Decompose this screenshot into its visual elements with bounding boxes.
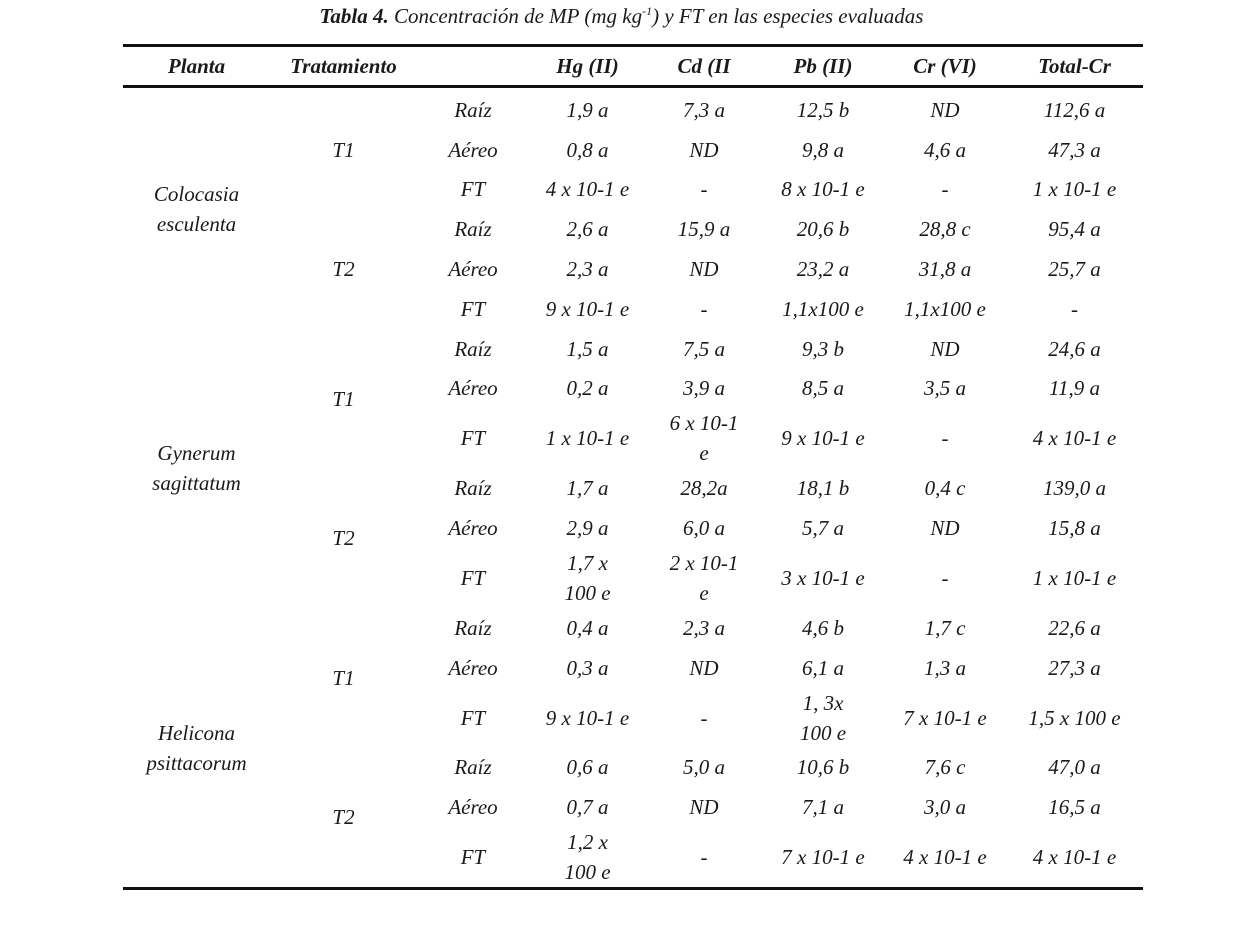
cell-pb: 4,6 b <box>802 615 844 640</box>
cell-hg: 0,3 a <box>566 655 609 680</box>
cell-cr: 31,8 a <box>918 257 972 282</box>
table-body <box>123 87 1143 889</box>
treatment-name: T2 <box>332 805 355 830</box>
cell-hg: 9 x 10-1 e <box>545 705 630 730</box>
cell-part: Aéreo <box>448 795 498 820</box>
data-table <box>123 44 1143 890</box>
cell-total-cr: 22,6 a <box>1048 615 1101 640</box>
cell-cd: - <box>700 177 708 202</box>
cell-cr: 1,1x100 e <box>904 296 986 321</box>
cell-hg: 1,9 a <box>566 97 609 122</box>
cell-total-cr: 4 x 10-1 e <box>1032 845 1117 870</box>
cell-part: Aéreo <box>448 516 498 541</box>
cell-pb: 9,8 a <box>802 137 844 162</box>
cell-hg: 1 x 10-1 e <box>545 426 630 451</box>
cell-total-cr: 1,5 x 100 e <box>1028 705 1121 730</box>
cell-pb: 8 x 10-1 e <box>781 177 865 202</box>
cell-total-cr: 27,3 a <box>1048 655 1101 680</box>
cell-pb: 10,6 b <box>796 755 850 780</box>
cell-hg: 2,6 a <box>566 217 609 242</box>
cell-pb: 18,1 b <box>796 476 850 501</box>
cell-total-cr: - <box>1071 296 1078 321</box>
cell-total-cr: 95,4 a <box>1048 217 1101 242</box>
plant-name <box>123 608 270 889</box>
cell-cd: 5,0 a <box>683 755 725 780</box>
cell-pb: 5,7 a <box>802 516 844 541</box>
cell-pb: 3 x 10-1 e <box>781 565 865 590</box>
plant-name-line: sagittatum <box>152 471 241 496</box>
cell-hg: 2,9 a <box>566 516 609 541</box>
cell-cr: - <box>941 177 949 202</box>
cell-part: Aéreo <box>448 655 498 680</box>
header-part <box>417 46 529 87</box>
cell-total-cr: 1 x 10-1 e <box>1032 565 1117 590</box>
cell-total-cr: 24,6 a <box>1048 336 1101 361</box>
cell-total-cr: 139,0 a <box>1043 476 1106 501</box>
cell-cd: 2 x 10-1 e <box>669 550 739 605</box>
cell-hg: 0,2 a <box>566 376 609 401</box>
cell-total-cr: 4 x 10-1 e <box>1032 426 1117 451</box>
cell-cr: ND <box>930 97 960 122</box>
cell-cr: 1,3 a <box>924 655 966 680</box>
cell-part: Raíz <box>454 755 492 780</box>
treatment-name: T1 <box>332 386 355 411</box>
plant-name-line: Gynerum <box>157 441 236 466</box>
cell-cr: ND <box>930 336 960 361</box>
plant-name-line: psittacorum <box>146 750 247 775</box>
table-row <box>123 87 1143 130</box>
cell-hg: 0,4 a <box>566 615 609 640</box>
cell-cd: 3,9 a <box>683 376 725 401</box>
cell-cr: ND <box>930 516 960 541</box>
cell-cd: - <box>700 845 708 870</box>
cell-cd: - <box>700 296 708 321</box>
cell-cd: 6 x 10-1 e <box>669 411 739 466</box>
cell-total-cr: 47,0 a <box>1048 755 1101 780</box>
table-header <box>123 46 1143 87</box>
cell-hg: 9 x 10-1 e <box>545 296 630 321</box>
cell-hg: 1,7 x 100 e <box>564 550 611 605</box>
header-cd: Cd (II <box>677 53 731 78</box>
header-row <box>123 46 1143 87</box>
cell-pb: 7,1 a <box>802 795 844 820</box>
table-caption <box>0 4 1243 29</box>
cell-cd: 28,2a <box>680 476 728 501</box>
cell-cd: - <box>700 705 708 730</box>
cell-part: Raíz <box>454 336 492 361</box>
cell-hg: 1,7 a <box>566 476 609 501</box>
header-hg: Hg (II) <box>556 53 619 78</box>
header-tratamiento: Tratamiento <box>290 53 397 78</box>
table-row <box>123 209 1143 249</box>
cell-pb: 6,1 a <box>802 655 844 680</box>
cell-cd: 2,3 a <box>683 615 725 640</box>
cell-hg: 1,2 x 100 e <box>564 830 611 885</box>
cell-cd: ND <box>689 655 719 680</box>
cell-total-cr: 11,9 a <box>1049 376 1100 401</box>
cell-pb: 9 x 10-1 e <box>781 426 865 451</box>
cell-cd: 7,3 a <box>683 97 725 122</box>
header-cr: Cr (VI) <box>913 53 977 78</box>
cell-cr: 0,4 c <box>924 476 966 501</box>
plant-name <box>123 87 270 329</box>
cell-hg: 4 x 10-1 e <box>545 177 630 202</box>
header-planta: Planta <box>167 53 226 78</box>
cell-total-cr: 112,6 a <box>1043 97 1106 122</box>
cell-cr: 4,6 a <box>924 137 966 162</box>
cell-part: FT <box>460 705 486 730</box>
cell-pb: 23,2 a <box>796 257 850 282</box>
table-row <box>123 748 1143 788</box>
cell-part: Aéreo <box>448 257 498 282</box>
header-pb: Pb (II) <box>793 53 853 78</box>
cell-part: Raíz <box>454 476 492 501</box>
cell-hg: 1,5 a <box>566 336 609 361</box>
cell-cr: 3,5 a <box>924 376 966 401</box>
table-row <box>123 329 1143 369</box>
cell-part: FT <box>460 177 486 202</box>
caption-superscript: -1 <box>642 4 653 18</box>
cell-part: FT <box>460 845 486 870</box>
cell-total-cr: 47,3 a <box>1048 137 1101 162</box>
cell-cd: 6,0 a <box>683 516 725 541</box>
plant-name-line: Colocasia <box>153 182 240 207</box>
caption-text: Concentración de MP (mg kg <box>388 4 643 28</box>
table-row <box>123 468 1143 508</box>
cell-cd: 7,5 a <box>683 336 725 361</box>
cell-cd: ND <box>689 137 719 162</box>
cell-pb: 12,5 b <box>796 97 850 122</box>
cell-pb: 1,1x100 e <box>782 296 864 321</box>
cell-hg: 0,7 a <box>566 795 609 820</box>
cell-part: Aéreo <box>448 137 498 162</box>
cell-hg: 0,6 a <box>566 755 609 780</box>
cell-cd: ND <box>689 795 719 820</box>
cell-part: Raíz <box>454 97 492 122</box>
cell-pb: 8,5 a <box>802 376 844 401</box>
cell-cr: 28,8 c <box>919 217 971 242</box>
cell-hg: 2,3 a <box>566 257 609 282</box>
cell-total-cr: 16,5 a <box>1048 795 1101 820</box>
cell-part: Raíz <box>454 217 492 242</box>
cell-cd: ND <box>689 257 719 282</box>
treatment-name: T1 <box>332 665 355 690</box>
cell-cr: 7,6 c <box>924 755 966 780</box>
treatment-name: T2 <box>332 526 355 551</box>
plant-name <box>123 329 270 608</box>
cell-total-cr: 15,8 a <box>1048 516 1101 541</box>
table-row <box>123 608 1143 648</box>
cell-part: Raíz <box>454 615 492 640</box>
cell-pb: 9,3 b <box>802 336 844 361</box>
cell-part: FT <box>460 296 486 321</box>
treatment-name: T2 <box>332 257 355 282</box>
cell-pb: 20,6 b <box>796 217 850 242</box>
caption-text-end: ) y FT en las especies evaluadas <box>652 4 924 28</box>
cell-part: FT <box>460 565 486 590</box>
cell-cr: 7 x 10-1 e <box>903 705 987 730</box>
cell-cr: - <box>941 426 949 451</box>
cell-pb: 1, 3x 100 e <box>799 690 847 745</box>
plant-name-line: esculenta <box>156 212 237 237</box>
treatment-name: T1 <box>332 137 355 162</box>
cell-pb: 7 x 10-1 e <box>781 845 865 870</box>
cell-cr: 1,7 c <box>924 615 966 640</box>
header-total-cr: Total-Cr <box>1038 53 1111 78</box>
plant-name-line: Helicona <box>158 720 235 745</box>
cell-cr: 4 x 10-1 e <box>903 845 987 870</box>
cell-hg: 0,8 a <box>566 137 609 162</box>
cell-part: Aéreo <box>448 376 498 401</box>
cell-total-cr: 25,7 a <box>1048 257 1101 282</box>
caption-label: Tabla 4. <box>319 4 389 28</box>
cell-part: FT <box>460 426 486 451</box>
cell-cr: 3,0 a <box>924 795 966 820</box>
cell-total-cr: 1 x 10-1 e <box>1032 177 1117 202</box>
cell-cr: - <box>941 565 949 590</box>
cell-cd: 15,9 a <box>677 217 731 242</box>
